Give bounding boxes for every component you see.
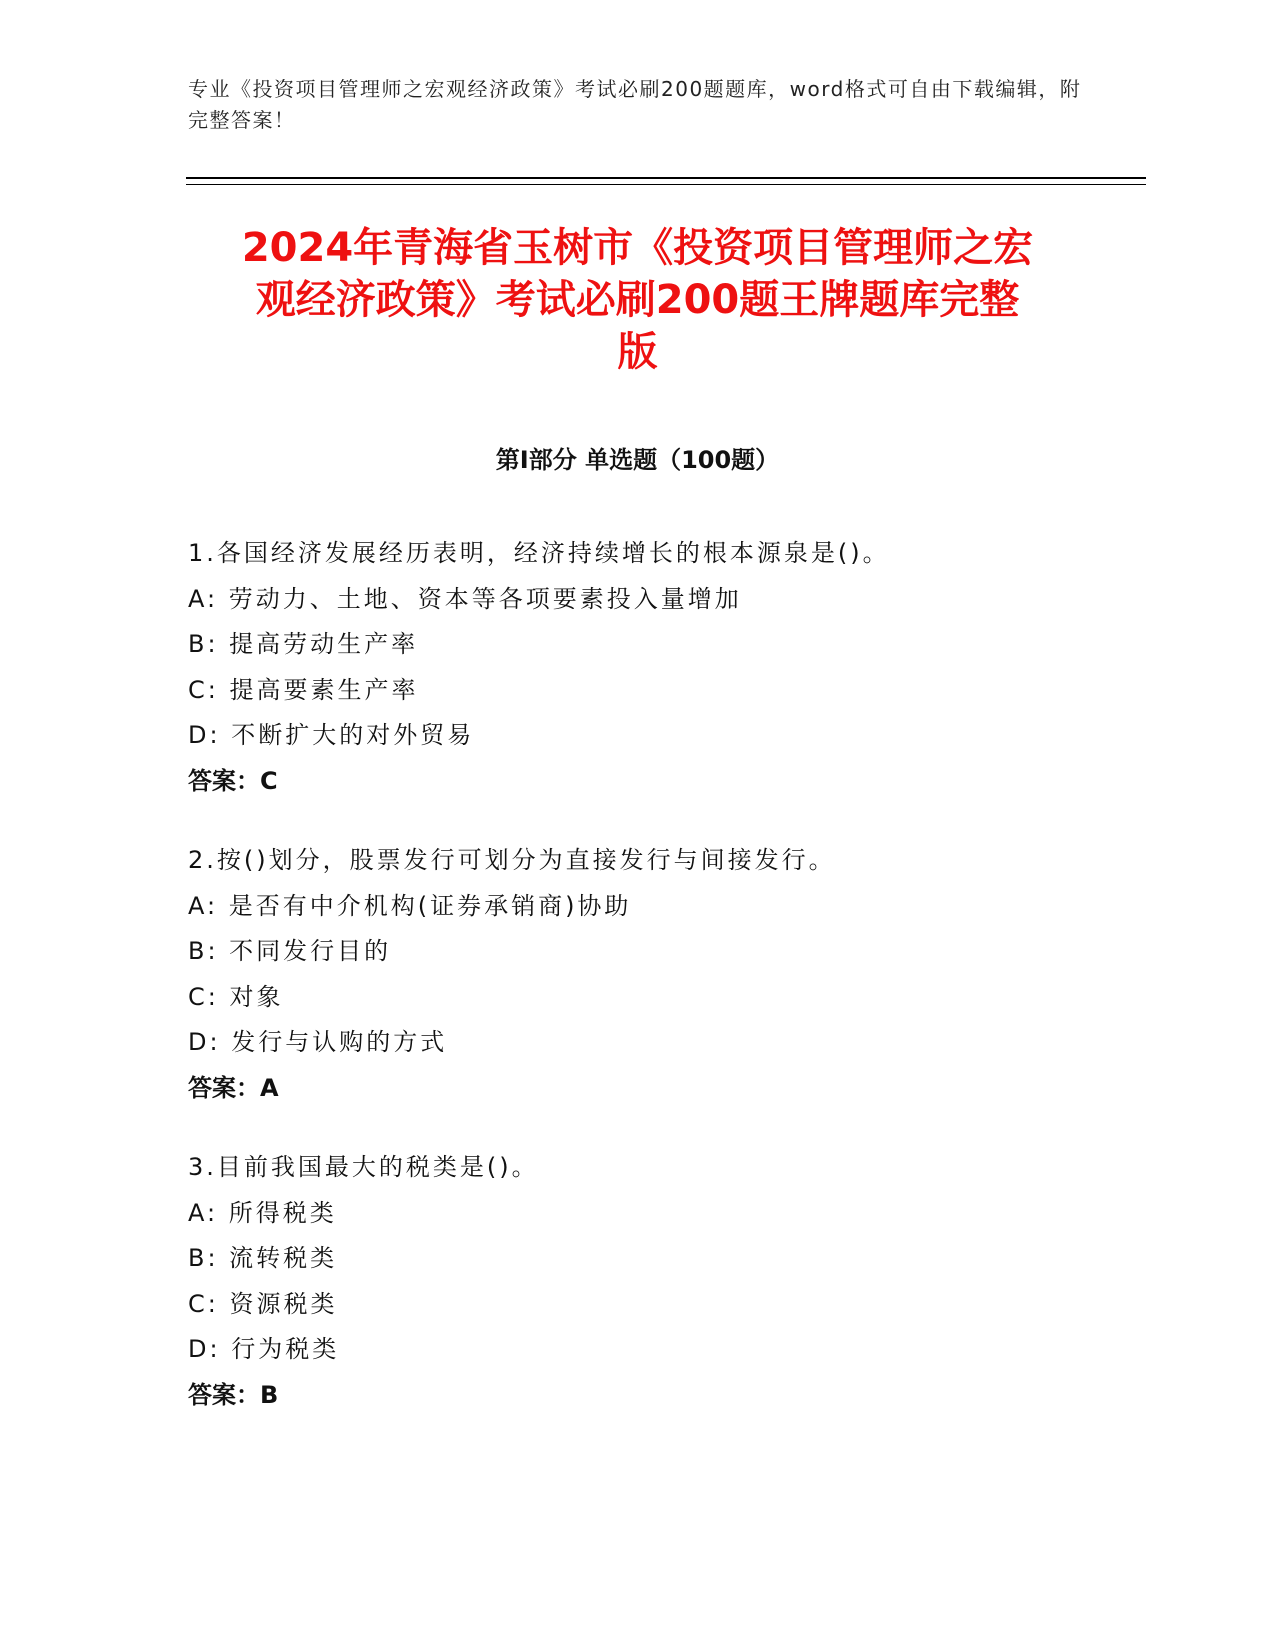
option-a: A: 劳动力、土地、资本等各项要素投入量增加 [188,584,742,613]
question-stem: 2.按()划分，股票发行可划分为直接发行与间接发行。 [188,846,836,874]
option-b: B: 不同发行目的 [188,937,392,965]
option-c: C: 对象 [188,982,284,1011]
option-a: A: 所得税类 [188,1198,337,1227]
section-heading: 第Ⅰ部分 单选题（100题） [495,446,780,474]
option-c: C: 资源税类 [188,1289,338,1318]
option-b: B: 流转税类 [188,1244,338,1272]
header-note: 专业《投资项目管理师之宏观经济政策》考试必刷200题题库，word格式可自由下载编辑，附完整答案！ [188,77,1082,132]
option-d: D: 不断扩大的对外贸易 [188,721,475,749]
option-c: C: 提高要素生产率 [188,675,419,704]
question-stem: 1.各国经济发展经历表明，经济持续增长的根本源泉是()。 [188,539,890,567]
question-1 [188,531,1148,804]
title-line: 版 [617,329,658,375]
header-rule-thick [186,177,1146,179]
option-b: B: 提高劳动生产率 [188,630,419,658]
answer: 答案：A [188,1073,279,1102]
question-2 [188,838,1148,1111]
question-list [188,531,1148,1452]
question-stem: 3.目前我国最大的税类是()。 [188,1153,539,1181]
option-a: A: 是否有中介机构(证券承销商)协助 [188,891,632,920]
option-d: D: 行为税类 [188,1335,340,1363]
title-line: 2024年青海省玉树市《投资项目管理师之宏 [241,225,1034,271]
question-3 [188,1145,1148,1418]
header-rule-thin [186,184,1146,185]
answer: 答案：B [188,1380,279,1409]
document-title [160,222,1115,378]
answer: 答案：C [188,766,278,795]
option-d: D: 发行与认购的方式 [188,1028,448,1056]
title-line: 观经济政策》考试必刷200题王牌题库完整 [255,277,1020,323]
